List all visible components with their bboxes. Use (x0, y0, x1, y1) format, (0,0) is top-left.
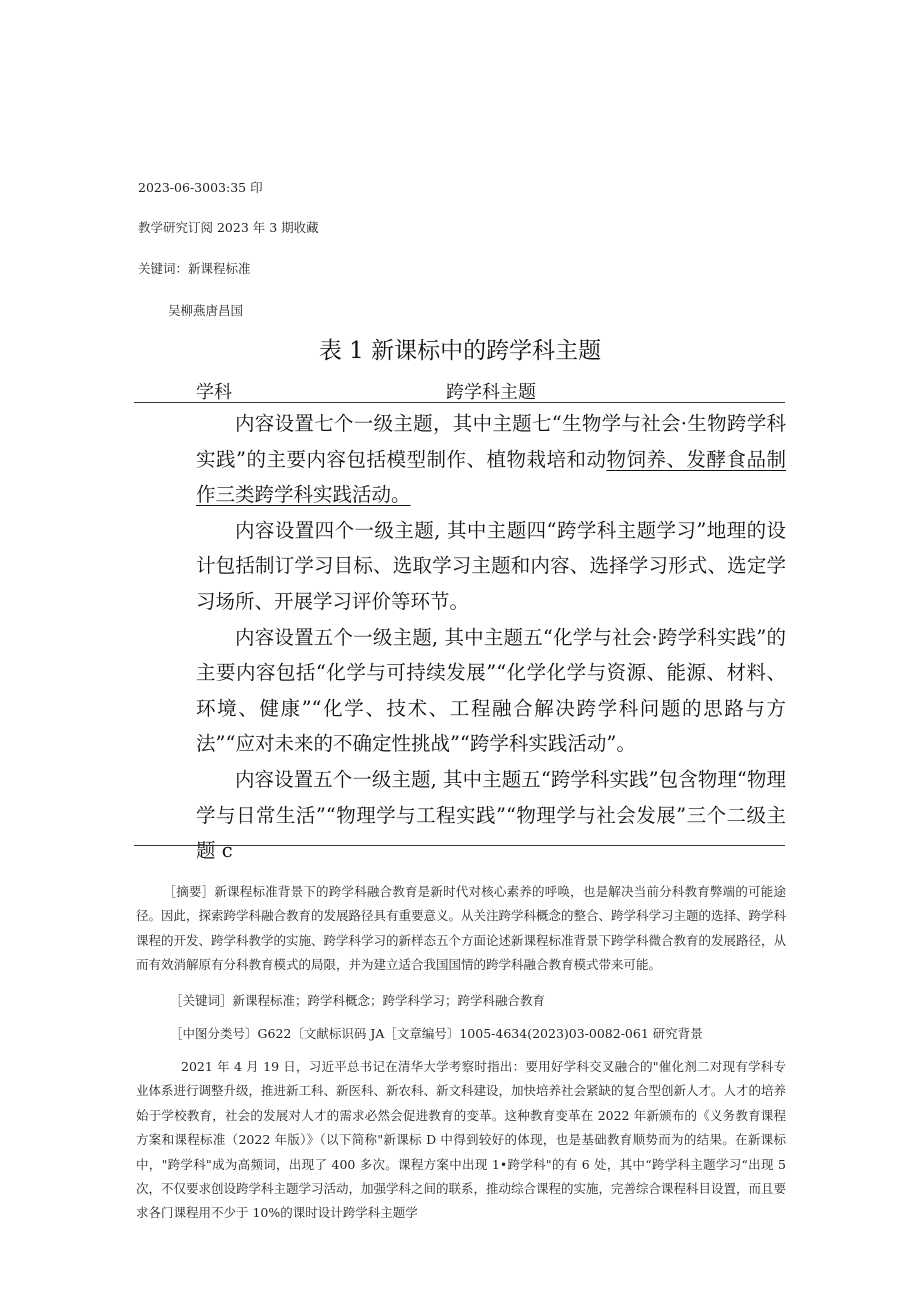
keywords-line: 关键词：新课程标准 (138, 261, 251, 276)
classification-line: ［中图分类号〕G622〔文献标识码 JA［文章编号〕1005-4634(2023)03-0082-061 研究背景 (170, 1026, 703, 1041)
table-cell: 内容设置五个一级主题, 其中主题五“化学与社会·跨学科实践”的主要内容包括“化学与可持续发展”“化学化学与资源、能源、材料、环境、健康”“化学、技术、工程融合解决跨学科问题的思路与方法”“应对未来的不确定性挑战”“跨学科实践活动”。 (196, 625, 786, 756)
keywords: ［关键词］新课程标准；跨学科概念；跨学科学习；跨学科融合教育 (170, 993, 546, 1008)
table-body (196, 406, 786, 869)
table-top-rule (134, 402, 785, 403)
main-text (136, 1055, 786, 1226)
print-timestamp: 2023-06-3003:35 印 (138, 180, 263, 195)
authors: 吴柳燕唐昌国 (168, 303, 244, 318)
source-line: 教学研究订阅 2023 年 3 期收藏 (138, 220, 319, 235)
abstract (136, 880, 786, 978)
table-row (196, 406, 786, 513)
table-row (196, 513, 786, 620)
main-paragraph: 2021 年 4 月 19 日，习近平总书记在清华大学考察时指出：要用好学科交叉融合的"催化剂二对现有学科专业体系进行调整升级，推进新工科、新医科、新农科、新文科建设，加快培养社会紧缺的复合型创新人才。人才的培养始于学校教育，社会的发展对人才的需求必然会促进教育的变革。这种教育变革在 2022 年新颁布的《义务教育课程方案和课程标准（2022 年版）》（以下简称"新课标 D 中得到较好的体现，也是基础教育顺势而为的结果。在新课标中，"跨学科"成为高频词，出现了 400 多次。课程方案中出现 1•跨学科"的有 6 处，其中“跨学科主题学习“出现 5 次，不仅要求创设跨学科主题学习活动，加强学科之间的联系，推动综合课程的实施，完善综合课程科目设置，而且要求各门课程用不少于 10%的课时设计跨学科主题学 (136, 1059, 787, 1221)
table-header-subject: 学科 (196, 382, 232, 403)
table-row (196, 620, 786, 762)
table-title: 表 1 新课标中的跨学科主题 (318, 338, 602, 364)
table-cell: 内容设置四个一级主题, 其中主题四“跨学科主题学习”地理的设计包括制订学习目标、选取学习主题和内容、选择学习形式、选定学习场所、开展学习评价等环节。 (196, 518, 786, 613)
table-cell: 内容设置五个一级主题, 其中主题五“跨学科实践”包含物理“物理学与日常生活”“物理学与工程实践”“物理学与社会发展”三个二级主题 c (196, 767, 786, 863)
table-row (196, 762, 786, 869)
underlined-text: 物饲养、发酵食品制作三类跨学科实践活动。 (196, 447, 786, 507)
table-cell-text: 内容设置七个一级主题，其中主题七“生物学与社会·生物跨学科实践”的主要内容包括模型制作、植物栽培和动 (196, 412, 786, 471)
table-header-theme: 跨学科主题 (446, 382, 536, 403)
table-bottom-rule (134, 845, 785, 846)
table-cell (196, 406, 786, 513)
abstract-text: ［摘要］新课程标准背景下的跨学科融合教育是新时代对核心素养的呼唤，也是解决当前分科教育弊端的可能途径。因此，探索跨学科融合教育的发展路径具有重要意义。从关注跨学科概念的整合、跨学科学习主题的选择、跨学科课程的开发、跨学科教学的实施、跨学科学习的新样态五个方面论述新课程标准背景下跨学科微合教育的发展路径，从而有效消解原有分科教育模式的局限，并为建立适合我国国情的跨学科融合教育模式带来可能。 (136, 884, 787, 973)
